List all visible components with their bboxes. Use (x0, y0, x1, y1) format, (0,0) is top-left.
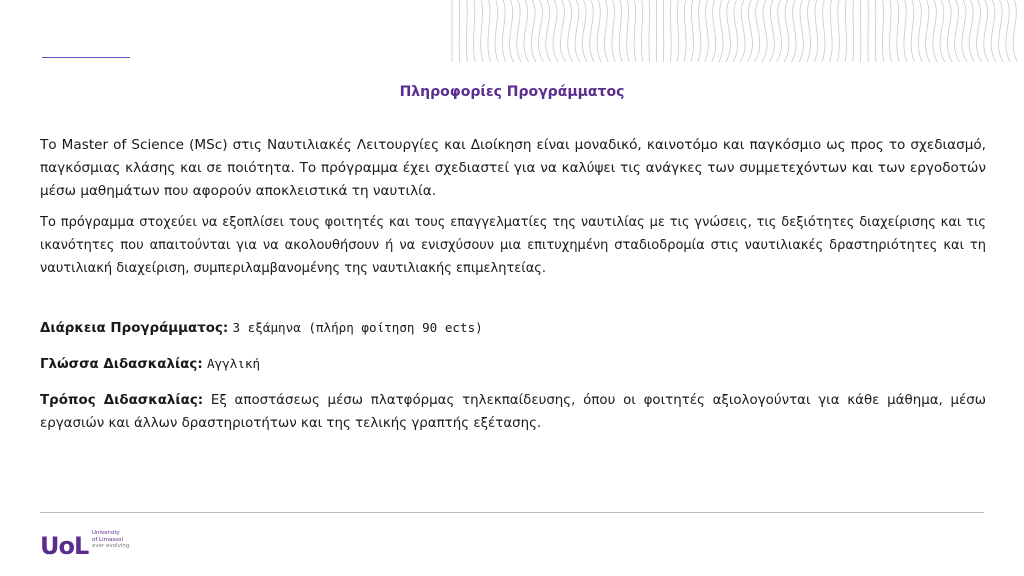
description-paragraph-1: Το Master of Science (MSc) στις Ναυτιλιακές Λειτουργίες και Διοίκηση είναι μοναδικό, καινοτόμο και παγκόσμιο ως προς το σχεδιασμό, παγκόσμιας κλάσης και σε ποιότητα. Το πρόγραμμα έχει σχεδιαστεί για να καλύψει τις ανάγκες των συμμετεχόντων και των εργοδοτών μέσω μαθημάτων που αφορούν αποκλειστικά τη ναυτιλία. (40, 137, 986, 199)
wave-line (531, 0, 536, 62)
wave-line (799, 0, 803, 62)
wave-line (897, 0, 899, 62)
description-section (40, 134, 986, 288)
wave-line (875, 0, 876, 62)
wave-line (955, 0, 960, 62)
wave-line (904, 0, 907, 62)
wave-line (830, 0, 833, 62)
wave-line (947, 0, 952, 62)
wave-line (784, 0, 789, 62)
wave-line (1006, 0, 1010, 62)
duration-value: 3 εξάμηνα (πλήρη φοίτηση 90 ects) (232, 320, 483, 335)
language-value: Αγγλική (206, 356, 261, 371)
wave-line (1013, 0, 1017, 62)
wave-line (984, 0, 989, 62)
teaching-language: Γλώσσα Διδασκαλίας: Αγγλική (40, 356, 261, 372)
wave-line (969, 0, 974, 62)
wave-line (597, 0, 601, 62)
wave-line (627, 0, 629, 62)
wave-line (918, 0, 922, 62)
wave-line (792, 0, 797, 62)
top-accent-line (42, 57, 130, 58)
wave-line (691, 0, 694, 62)
wave-line (940, 0, 945, 62)
wave-line (509, 0, 513, 62)
university-logo (40, 528, 140, 562)
wave-line (634, 0, 636, 62)
wave-line (546, 0, 551, 62)
wave-line (755, 0, 760, 62)
wave-line (777, 0, 782, 62)
wave-line (991, 0, 996, 62)
wave-line (769, 0, 774, 62)
wave-line (712, 0, 716, 62)
wave-line (933, 0, 937, 62)
mode-value: Εξ αποστάσεως μέσω πλατφόρμας τηλεκπαίδευσης, όπου οι φοιτητές αξιολογούνται για κάθε μάθημα, μέσω εργασιών και άλλων δραστηριοτήτων και της τελικής γραπτής εξέτασης. (40, 393, 986, 431)
logo-tagline: ever evolving (92, 543, 130, 549)
page-title: Πληροφορίες Προγράμματος (399, 84, 625, 100)
wave-line (560, 0, 565, 62)
wave-line (684, 0, 686, 62)
wave-line (517, 0, 521, 62)
wave-line (582, 0, 587, 62)
logo-mark: UoL (40, 532, 89, 560)
wave-line (733, 0, 738, 62)
wave-line (705, 0, 709, 62)
wave-line (502, 0, 506, 62)
wave-line (459, 0, 460, 62)
decorative-wave-pattern (448, 0, 1024, 62)
wave-line (524, 0, 529, 62)
description-paragraph-2: Το πρόγραμμα στοχεύει να εξοπλίσει τους φοιτητές και τους επαγγελματίες της ναυτιλίας με τις γνώσεις, τις δεξιότητες διαχείρισης και τις ικανότητες που απαιτούνται για να ακολουθήσουν ή να ενισχύσουν μια επιτυχημένη σταδιοδρομία στις ναυτιλιακές δραστηριότητες και τη ναυτιλιακή διαχείριση, συμπεριλαμβανομένης της ναυτιλιακής επιμελητείας. (40, 215, 986, 276)
wave-line (747, 0, 752, 62)
wave-line (488, 0, 491, 62)
wave-line (649, 0, 650, 62)
logo-wordmark (92, 530, 129, 550)
wave-line (466, 0, 467, 62)
wave-line (604, 0, 608, 62)
wave-line (740, 0, 745, 62)
wave-line (698, 0, 701, 62)
wave-line (807, 0, 811, 62)
wave-line (612, 0, 615, 62)
wave-line (677, 0, 679, 62)
wave-line (474, 0, 476, 62)
logo-line-1: University (92, 530, 120, 536)
wave-line (619, 0, 622, 62)
wave-line (882, 0, 883, 62)
wave-line (814, 0, 817, 62)
wave-line (837, 0, 839, 62)
wave-line (845, 0, 846, 62)
footer-divider (40, 512, 984, 513)
wave-line (762, 0, 767, 62)
wave-line (538, 0, 543, 62)
wave-line (962, 0, 967, 62)
wave-line (976, 0, 981, 62)
program-duration: Διάρκεια Προγράμματος: 3 εξάμηνα (πλήρη φοίτηση 90 ects) (40, 320, 483, 336)
language-label: Γλώσσα Διδασκαλίας (40, 357, 198, 372)
logo-line-2: of Limassol (92, 536, 123, 543)
wave-line (568, 0, 573, 62)
wave-line (590, 0, 594, 62)
wave-line (642, 0, 643, 62)
wave-line (719, 0, 723, 62)
wave-line (553, 0, 558, 62)
wave-line (822, 0, 825, 62)
wave-line (575, 0, 580, 62)
teaching-mode: Τρόπος Διδασκαλίας: Εξ αποστάσεως μέσω πλατφόρμας τηλεκπαίδευσης, όπου οι φοιτητές αξιολογούνται για κάθε μάθημα, μέσω εργασιών και άλλων δραστηριοτήτων και της τελικής γραπτής εξέτασης. (40, 393, 986, 431)
wave-line (853, 0, 854, 62)
wave-line (998, 0, 1003, 62)
wave-line (481, 0, 483, 62)
wave-line (926, 0, 930, 62)
wave-line (890, 0, 892, 62)
duration-label: Διάρκεια Προγράμματος (40, 321, 223, 336)
wave-line (670, 0, 671, 62)
wave-line (495, 0, 498, 62)
wave-line (726, 0, 731, 62)
wave-line (911, 0, 914, 62)
mode-label: Τρόπος Διδασκαλίας (40, 393, 198, 408)
